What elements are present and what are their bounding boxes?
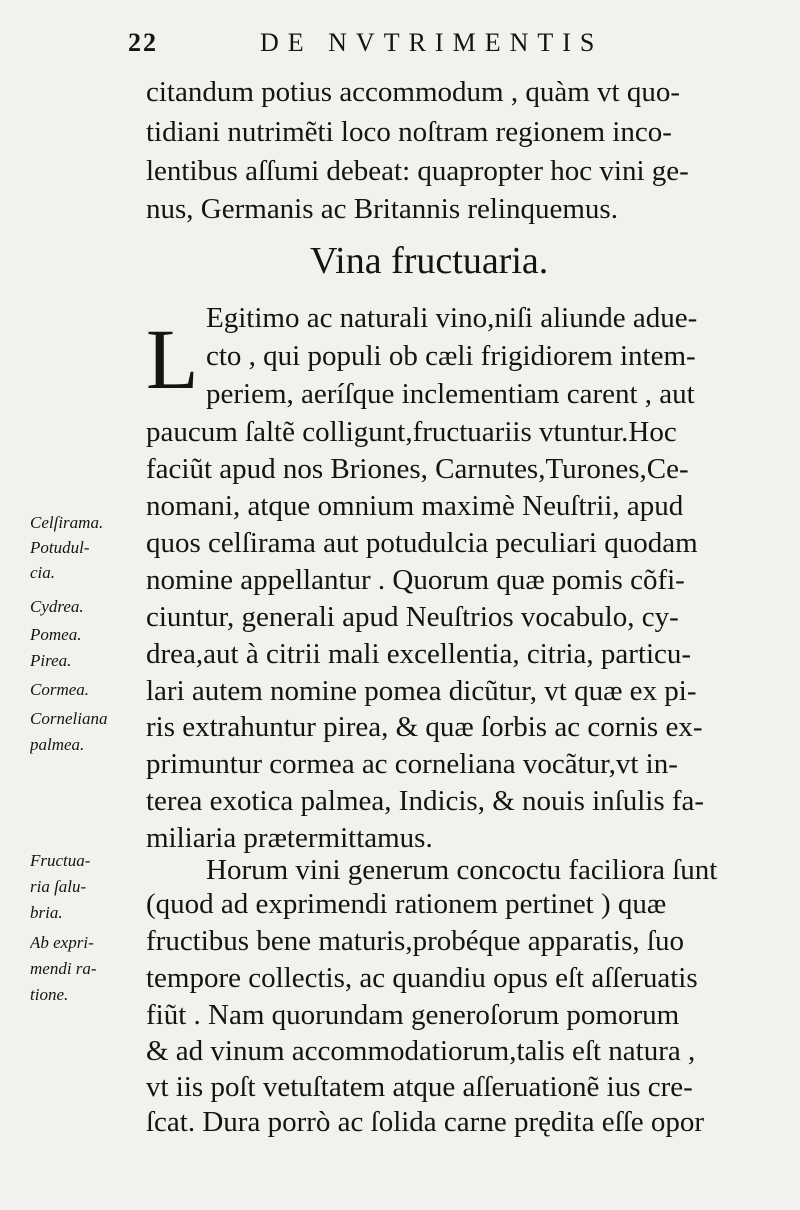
page-number: 22: [128, 28, 158, 57]
text-line: vt iis poſt vetuſtatem atque aſſeruationẽ ius cre-: [146, 1071, 693, 1103]
marginal-note: Corneliana: [30, 709, 108, 728]
text-line: citandum potius accommodum , quàm vt quo-: [146, 76, 680, 108]
marginal-note: Celſirama.: [30, 513, 104, 532]
marginal-note: cia.: [30, 563, 56, 582]
marginal-note: mendi ra-: [30, 959, 97, 978]
marginal-note: Pirea.: [30, 651, 72, 670]
text-line: faciũt apud nos Briones, Carnutes,Turones,Ce-: [146, 453, 689, 485]
text-line: cto , qui populi ob cæli frigidiorem intem-: [206, 340, 696, 372]
text-line: lari autem nomine pomea dicũtur, vt quæ ex pi-: [146, 675, 697, 707]
text-line: primuntur cormea ac corneliana vocãtur,vt in-: [146, 748, 678, 780]
marginal-note: Ab expri-: [30, 933, 94, 952]
section-heading: Vina fructuaria.: [310, 240, 549, 282]
text-line: ris extrahuntur pirea, & quæ ſorbis ac cornis ex-: [146, 711, 703, 743]
drop-capital: L: [146, 311, 199, 407]
page-header: [128, 28, 768, 62]
text-line: Egitimo ac naturali vino,niſi aliunde adue-: [206, 302, 698, 334]
text-line: periem, aeríſque inclementiam carent , aut: [206, 378, 695, 410]
marginal-note: Pomea.: [30, 625, 82, 644]
text-line: ciuntur, generali apud Neuſtrios vocabulo, cy-: [146, 601, 679, 633]
text-line: miliaria prætermittamus.: [146, 822, 433, 854]
text-line: Horum vini generum concoctu faciliora ſunt: [206, 854, 718, 886]
marginal-note: bria.: [30, 903, 63, 922]
marginal-note: ria ſalu-: [30, 877, 87, 896]
text-line: & ad vinum accommodatiorum,talis eſt natura ,: [146, 1035, 696, 1067]
running-head: DE NVTRIMENTIS: [260, 28, 604, 57]
marginal-note: Cormea.: [30, 680, 90, 699]
text-line: (quod ad exprimendi rationem pertinet ) quæ: [146, 888, 667, 920]
marginal-note: Potudul-: [30, 538, 90, 557]
text-line: nomani, atque omnium maximè Neuſtrii, apud: [146, 490, 684, 522]
text-line: tidiani nutrimẽti loco noſtram regionem inco-: [146, 116, 672, 148]
text-line: nus, Germanis ac Britannis relinquemus.: [146, 193, 618, 225]
text-line: nomine appellantur . Quorum quæ pomis cõfi-: [146, 564, 685, 596]
text-line: drea,aut à citrii mali excellentia, citria, particu-: [146, 638, 692, 670]
text-line: tempore collectis, ac quandiu opus eſt aſſeruatis: [146, 962, 698, 994]
text-line: ſcat. Dura porrò ac ſolida carne prędita eſſe opor: [146, 1106, 704, 1138]
text-line: lentibus aſſumi debeat: quapropter hoc vini ge-: [146, 155, 689, 187]
text-line: paucum ſaltẽ colligunt,fructuariis vtuntur.Hoc: [146, 416, 677, 448]
text-line: fructibus bene maturis,probéque apparatis, ſuo: [146, 925, 684, 957]
marginal-note: Fructua-: [30, 851, 91, 870]
marginal-note: palmea.: [30, 735, 85, 754]
text-line: fiũt . Nam quorundam generoſorum pomorum: [146, 999, 680, 1031]
marginal-note: Cydrea.: [30, 597, 84, 616]
marginal-note: tione.: [30, 985, 69, 1004]
text-line: terea exotica palmea, Indicis, & nouis inſulis fa-: [146, 785, 705, 817]
text-line: quos celſirama aut potudulcia peculiari quodam: [146, 527, 698, 559]
